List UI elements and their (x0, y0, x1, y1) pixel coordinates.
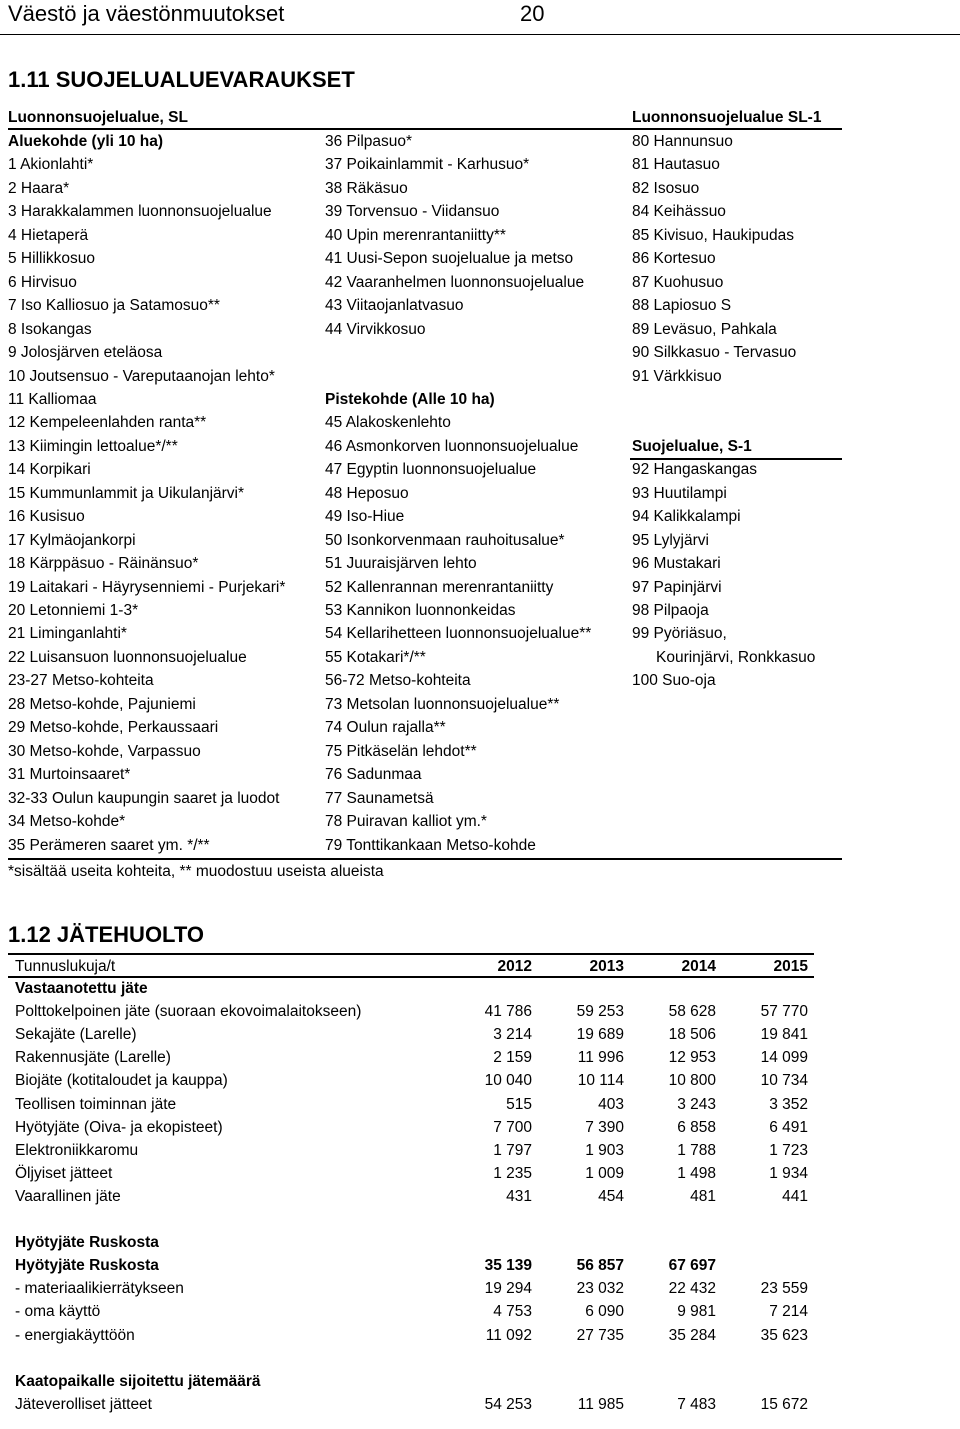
protection-col2-item: 48 Heposuo (325, 484, 409, 502)
waste-row-value: 15 672 (760, 1395, 808, 1413)
protection-col2-item: 73 Metsolan luonnonsuojelualue** (325, 695, 560, 713)
waste-row-label: - oma käyttö (15, 1303, 101, 1321)
waste-row (0, 1141, 960, 1164)
page-header-title: Väestö ja väestönmuutokset (8, 1, 285, 26)
protection-col3-item: 89 Leväsuo, Pahkala (632, 320, 777, 338)
waste-row-value: 454 (598, 1187, 624, 1205)
waste-row-value: 3 243 (677, 1095, 716, 1113)
waste-row-value: 11 996 (577, 1049, 624, 1067)
waste-row-value: 1 723 (769, 1141, 808, 1159)
waste-row-value: 7 214 (769, 1303, 808, 1321)
waste-row (0, 1279, 960, 1302)
protection-col3-item: 94 Kalikkalampi (632, 508, 741, 526)
waste-row-value: 403 (598, 1095, 624, 1113)
waste-row-value: 19 841 (760, 1026, 808, 1044)
waste-row-label: - materiaalikierrätykseen (15, 1280, 184, 1298)
page-number: 20 (520, 1, 545, 26)
protection-col1-item: 16 Kusisuo (8, 508, 85, 526)
waste-row-value: 7 700 (493, 1118, 532, 1136)
waste-row-label: Sekajäte (Larelle) (15, 1026, 137, 1044)
waste-row (0, 1326, 960, 1349)
waste-row-value: 431 (506, 1187, 532, 1205)
waste-row-value: 481 (690, 1187, 716, 1205)
protection-col2-item: 55 Kotakari*/** (325, 648, 426, 666)
protection-col3-item: 97 Papinjärvi (632, 578, 722, 596)
protection-col3-item: 82 Isosuo (632, 179, 700, 197)
waste-row (0, 1095, 960, 1118)
waste-row-value: 3 352 (769, 1095, 808, 1113)
protection-col1-item: 15 Kummunlammit ja Uikulanjärvi* (8, 484, 245, 502)
waste-row-label: Rakennusjäte (Larelle) (15, 1049, 171, 1067)
waste-row (0, 1372, 960, 1395)
protection-head-right: Luonnonsuojelualue SL-1 (632, 109, 822, 126)
waste-row (0, 1048, 960, 1071)
waste-header-label: Tunnuslukuja/t (15, 958, 116, 975)
protection-col3-item: 99 Pyöriäsuo, (632, 625, 727, 643)
protection-col2-item: 36 Pilpasuo* (325, 133, 413, 150)
waste-row-value: 1 797 (493, 1141, 532, 1159)
waste-row-label: Hyötyjäte Ruskosta (15, 1257, 159, 1275)
protection-col1-item: 5 Hillikkosuo (8, 250, 96, 268)
protection-col2-item: 78 Puiravan kalliot ym.* (325, 813, 487, 831)
protection-col1-item: 13 Kiimingin lettoalue*/** (8, 437, 178, 455)
protection-col1-item: 19 Laitakari - Häyrysenniemi - Purjekari* (8, 578, 286, 596)
protection-col2-item: 37 Poikainlammit - Karhusuo* (325, 156, 530, 174)
protection-col3-item: 84 Keihässuo (632, 203, 726, 221)
protection-col3-item: Kourinjärvi, Ronkkasuo (656, 648, 816, 666)
protection-col2-item: 43 Viitaojanlatvasuo (325, 297, 464, 315)
protection-col2-item: 45 Alakoskenlehto (325, 414, 451, 432)
waste-row (0, 1302, 960, 1325)
protection-col1-item: 1 Akionlahti* (8, 156, 94, 174)
protection-head-left: Luonnonsuojelualue, SL (8, 109, 188, 126)
header-divider (0, 34, 960, 35)
protection-col1-item: 21 Liminganlahti* (8, 625, 127, 643)
waste-row-value: 10 734 (760, 1072, 808, 1090)
waste-row-label: Öljyiset jätteet (15, 1164, 113, 1182)
protection-col1-item: 3 Harakkalammen luonnonsuojelualue (8, 203, 272, 221)
section-title-protection: 1.11 SUOJELUALUEVARAUKSET (8, 67, 355, 92)
section-title-waste: 1.12 JÄTEHUOLTO (8, 922, 205, 947)
waste-row-value: 1 934 (769, 1164, 808, 1182)
protection-col2-item: 46 Asmonkorven luonnonsuojelualue (325, 437, 579, 455)
protection-col3-item: 90 Silkkasuo - Tervasuo (632, 344, 797, 362)
waste-row (0, 1349, 960, 1372)
waste-row-value: 441 (782, 1187, 808, 1205)
waste-row-value: 10 800 (668, 1072, 716, 1090)
protection-col2-item: 53 Kannikon luonnonkeidas (325, 602, 516, 619)
protection-col2-item: 77 Saunametsä (325, 789, 434, 807)
protection-col3-item: 91 Värkkisuo (632, 367, 722, 385)
protection-col2-item: 42 Vaaranhelmen luonnonsuojelualue (325, 273, 585, 291)
protection-col2-item: 47 Egyptin luonnonsuojelualue (325, 461, 537, 479)
protection-col3-item: 98 Pilpaoja (632, 602, 709, 619)
waste-row-value: 19 294 (484, 1280, 532, 1298)
waste-row-value: 3 214 (493, 1026, 532, 1044)
protection-col1-item: 7 Iso Kalliosuo ja Satamosuo** (8, 297, 220, 315)
waste-row-value: 59 253 (576, 1003, 624, 1021)
protection-col1-item: 8 Isokangas (8, 320, 92, 338)
protection-col2-item: 75 Pitkäselän lehdot** (325, 742, 477, 760)
waste-row-label: Kaatopaikalle sijoitettu jätemäärä (15, 1372, 261, 1390)
waste-header-2015: 2015 (773, 958, 808, 975)
waste-row-label: Elektroniikkaromu (15, 1141, 139, 1159)
waste-row (0, 1025, 960, 1048)
waste-row-value: 56 857 (576, 1257, 624, 1275)
waste-top-rule (8, 953, 814, 955)
waste-row-label: Vastaanotettu jäte (15, 980, 148, 997)
waste-row-value: 4 753 (493, 1303, 532, 1321)
protection-col1-item: 34 Metso-kohde* (8, 813, 126, 831)
waste-row-value: 10 040 (484, 1072, 532, 1090)
protection-col1-item: 4 Hietaperä (8, 226, 89, 244)
waste-row-value: 6 858 (677, 1118, 716, 1136)
protection-col1-item: 18 Kärppäsuo - Räinänsuo* (8, 555, 199, 573)
protection-col2-item: 50 Isonkorvenmaan rauhoitusalue* (325, 531, 565, 549)
waste-row (0, 1233, 960, 1256)
waste-row-label: Vaarallinen jäte (15, 1187, 121, 1205)
protection-col2-item: 44 Virvikkosuo (325, 320, 426, 338)
waste-row-value: 6 491 (769, 1118, 808, 1136)
protection-col1-item: 11 Kalliomaa (8, 390, 97, 408)
protection-col2-item: 41 Uusi-Sepon suojelualue ja metso (325, 250, 574, 268)
waste-row-value: 9 981 (677, 1303, 716, 1321)
waste-row-value: 14 099 (760, 1049, 808, 1067)
waste-row-value: 54 253 (484, 1395, 532, 1413)
waste-row-value: 23 032 (576, 1280, 624, 1298)
protection-col2-item: 52 Kallenrannan merenrantaniitty (325, 578, 554, 596)
protection-col1-item: 20 Letonniemi 1-3* (8, 602, 139, 619)
protection-col1-item: 12 Kempeleenlahden ranta** (8, 414, 207, 432)
waste-row-value: 1 235 (493, 1164, 532, 1182)
protection-col2-item: 51 Juuraisjärven lehto (325, 555, 477, 573)
waste-header-2013: 2013 (589, 958, 624, 975)
waste-row-value: 23 559 (760, 1280, 808, 1298)
waste-row-value: 35 284 (668, 1326, 716, 1344)
waste-row (0, 1210, 960, 1233)
waste-row-value: 35 623 (760, 1326, 808, 1344)
protection-col3-item: 80 Hannunsuo (632, 133, 733, 150)
waste-row (0, 1071, 960, 1094)
protection-col1-item: 28 Metso-kohde, Pajuniemi (8, 695, 196, 713)
protection-col1-item: 23-27 Metso-kohteita (8, 672, 154, 690)
waste-row-value: 27 735 (576, 1326, 624, 1344)
waste-row-value: 1 903 (585, 1141, 624, 1159)
protection-col1-item: 35 Perämeren saaret ym. */** (8, 836, 210, 854)
waste-row-value: 7 483 (677, 1395, 716, 1413)
protection-col2-item: 54 Kellarihetteen luonnonsuojelualue** (325, 625, 592, 643)
protection-col1-item: 29 Metso-kohde, Perkaussaari (8, 719, 219, 737)
protection-col3-item: 100 Suo-oja (632, 672, 716, 690)
waste-row-label: Jäteverolliset jätteet (15, 1395, 152, 1413)
waste-row-value: 1 788 (677, 1141, 716, 1159)
page-header (8, 0, 545, 28)
waste-row-value: 35 139 (484, 1257, 532, 1275)
protection-col3-item: 96 Mustakari (632, 555, 721, 573)
s1-heading-rule (630, 458, 842, 460)
waste-row-value: 19 689 (576, 1026, 624, 1044)
waste-row-label: Hyötyjäte Ruskosta (15, 1234, 159, 1252)
waste-row (0, 979, 960, 1002)
waste-row-value: 515 (506, 1095, 532, 1113)
protection-col1-item: 14 Korpikari (8, 461, 91, 479)
waste-header-2014: 2014 (681, 958, 716, 975)
waste-row-value: 6 090 (585, 1303, 624, 1321)
protection-col2-item: 79 Tonttikankaan Metso-kohde (325, 836, 536, 854)
protection-col3-item: 81 Hautasuo (632, 156, 720, 174)
protection-col3-item: 87 Kuohusuo (632, 273, 724, 291)
protection-bottom-rule (8, 858, 842, 860)
waste-row-value: 11 092 (485, 1326, 532, 1344)
protection-col3-item: Suojelualue, S-1 (632, 437, 752, 455)
waste-row-value: 11 985 (577, 1395, 624, 1413)
waste-row-value: 2 159 (493, 1049, 532, 1067)
waste-row-label: Teollisen toiminnan jäte (15, 1095, 177, 1113)
protection-col1-item: 30 Metso-kohde, Varpassuo (8, 742, 201, 760)
waste-row (0, 1002, 960, 1025)
waste-row (0, 1187, 960, 1210)
protection-col2-item: 76 Sadunmaa (325, 766, 422, 784)
protection-col3-item: 88 Lapiosuo S (632, 297, 732, 315)
protection-col2-item: 38 Räkäsuo (325, 179, 408, 197)
protection-col2-item: 39 Torvensuo - Viidansuo (325, 203, 500, 221)
protection-col1-item: 9 Jolosjärven eteläosa (8, 344, 163, 362)
protection-col2-item: 40 Upin merenrantaniitty** (325, 226, 506, 244)
waste-row-value: 22 432 (668, 1280, 716, 1298)
waste-row-value: 1 009 (585, 1164, 624, 1182)
protection-col1-item: 31 Murtoinsaaret* (8, 766, 131, 784)
protection-col3-item: 95 Lylyjärvi (632, 531, 709, 549)
waste-row-label: Biojäte (kotitaloudet ja kauppa) (15, 1072, 228, 1090)
protection-col2-item: 56-72 Metso-kohteita (325, 672, 471, 690)
waste-row-label: - energiakäyttöön (15, 1326, 135, 1344)
waste-row-value: 10 114 (577, 1072, 624, 1090)
protection-col2-item: 74 Oulun rajalla** (325, 719, 446, 737)
waste-header-rule (8, 976, 814, 978)
protection-col1-item: 6 Hirvisuo (8, 273, 77, 291)
waste-row (0, 1395, 960, 1418)
protection-footnote: *sisältää useita kohteita, ** muodostuu useista alueista (8, 862, 384, 880)
protection-col1-item: 32-33 Oulun kaupungin saaret ja luodot (8, 789, 280, 807)
protection-col1-item: 2 Haara* (8, 179, 70, 197)
waste-row-value: 67 697 (668, 1257, 716, 1275)
waste-row-value: 18 506 (668, 1026, 716, 1044)
waste-header-2012: 2012 (497, 958, 532, 975)
waste-row-value: 12 953 (668, 1049, 716, 1067)
waste-row-value: 7 390 (585, 1118, 624, 1136)
waste-row-value: 1 498 (677, 1164, 716, 1182)
waste-row-value: 57 770 (760, 1003, 808, 1021)
waste-row (0, 1256, 960, 1279)
protection-col1-item: 17 Kylmäojankorpi (8, 531, 136, 549)
protection-col3-item: 93 Huutilampi (632, 484, 727, 502)
protection-col3-item: 85 Kivisuo, Haukipudas (632, 226, 794, 244)
waste-row (0, 1164, 960, 1187)
protection-col1-item: 22 Luisansuon luonnonsuojelualue (8, 648, 247, 666)
protection-head-rule (8, 128, 842, 130)
waste-row-label: Polttokelpoinen jäte (suoraan ekovoimalaitokseen) (15, 1003, 362, 1021)
waste-row-value: 41 786 (484, 1003, 532, 1021)
waste-row-value: 58 628 (668, 1003, 716, 1021)
protection-col2-item: 49 Iso-Hiue (325, 508, 405, 526)
protection-col3-item: 92 Hangaskangas (632, 461, 757, 479)
waste-row (0, 1118, 960, 1141)
protection-col1-item: 10 Joutsensuo - Vareputaanojan lehto* (8, 367, 275, 385)
protection-col3-item: 86 Kortesuo (632, 250, 716, 268)
protection-col1-item: Aluekohde (yli 10 ha) (8, 133, 164, 150)
waste-row-label: Hyötyjäte (Oiva- ja ekopisteet) (15, 1118, 223, 1136)
protection-col2-item: Pistekohde (Alle 10 ha) (325, 390, 495, 408)
